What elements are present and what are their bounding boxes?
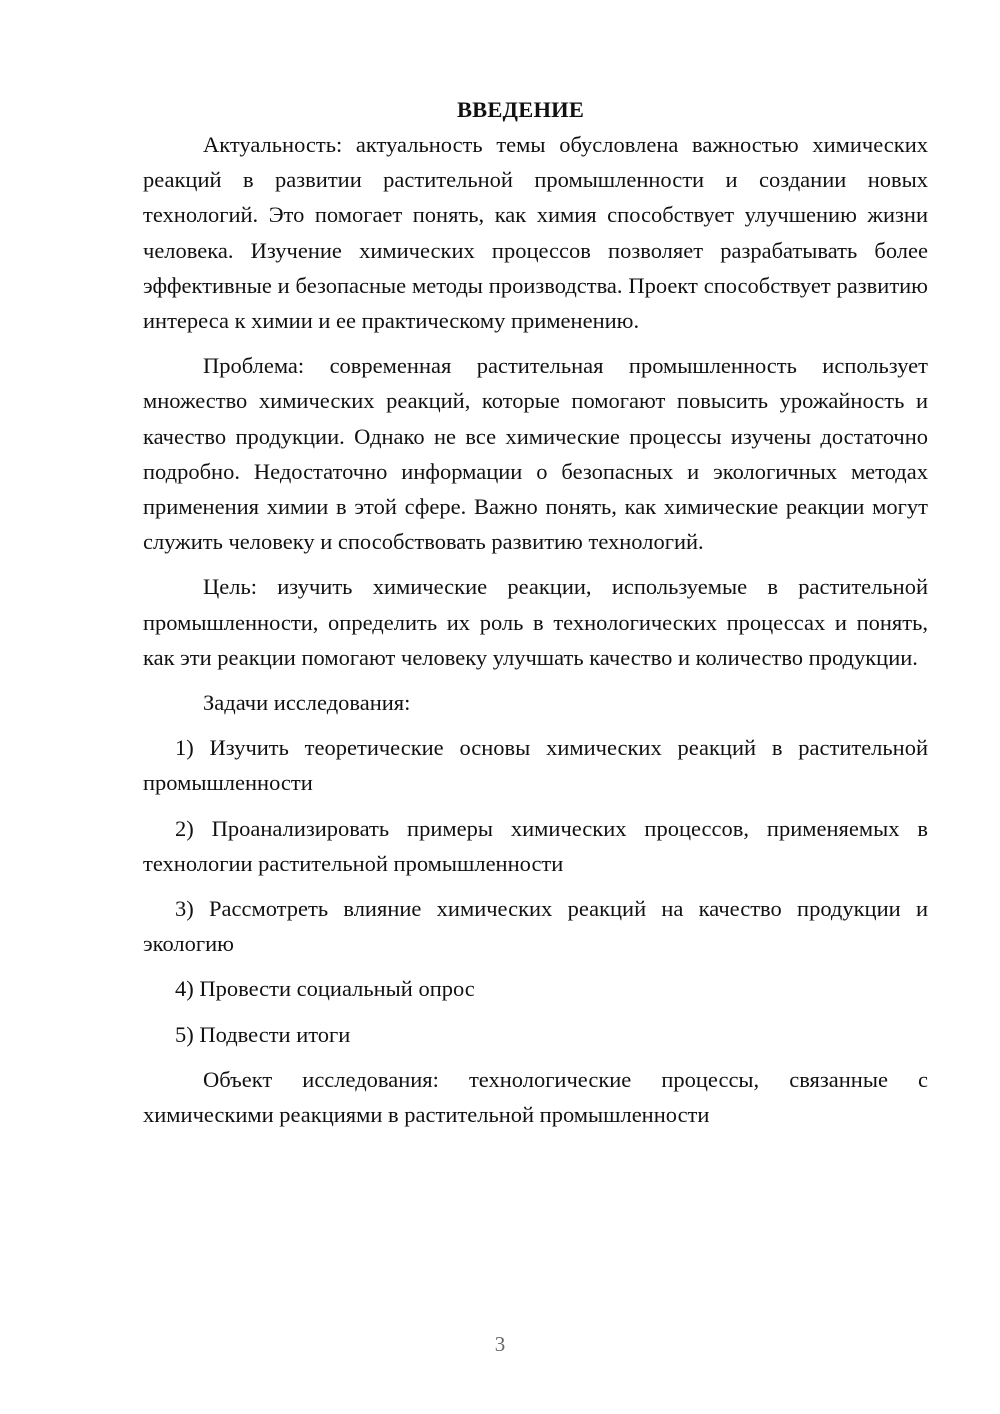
task-item-3: 3) Рассмотреть влияние химических реакций на качество продукции и экологию (143, 896, 928, 957)
page-title: ВВЕДЕНИЕ (456, 97, 585, 122)
tasks-heading: Задачи исследования: (203, 690, 411, 716)
paragraph-object: Объект исследования: технологические процессы, связанные с химическими реакциями в растительной промышленности (143, 1066, 928, 1128)
paragraph-goal: Цель: изучить химические реакции, используемые в растительной промышленности, определить их роль в технологических процессах и понять, как эти реакции помогают человеку улучшать качество и количество продукции. (143, 574, 928, 670)
task-item-2: 2) Проанализировать примеры химических процессов, применяемых в технологии растительной промышленности (143, 815, 928, 876)
document-page (143, 92, 928, 1142)
paragraph-relevance: Актуальность: актуальность темы обусловлена важностью химических реакций в развитии растительной промышленности и создании новых технологий. Это помогает понять, как химия способствует улучшению жизни человека. Изучение химических процессов позволяет разрабатывать более эффективные и безопасные методы производства. Проект способствует развитию интереса к химии и ее практическому применению. (143, 132, 928, 334)
paragraph-problem: Проблема: современная растительная промышленность использует множество химических реакций, которые помогают повысить урожайность и качество продукции. Однако не все химические процессы изучены достаточно подробно. Недостаточно информации о безопасных и экологичных методах применения химии в этой сфере. Важно понять, как химические реакции могут служить человеку и способствовать развитию технологий. (143, 353, 928, 555)
task-item-5: 5) Подвести итоги (175, 1021, 351, 1047)
page-number: 3 (494, 1332, 506, 1356)
task-item-1: 1) Изучить теоретические основы химических реакций в растительной промышленности (143, 735, 928, 796)
tasks-list (143, 730, 928, 1052)
task-item-4: 4) Провести социальный опрос (175, 976, 475, 1002)
